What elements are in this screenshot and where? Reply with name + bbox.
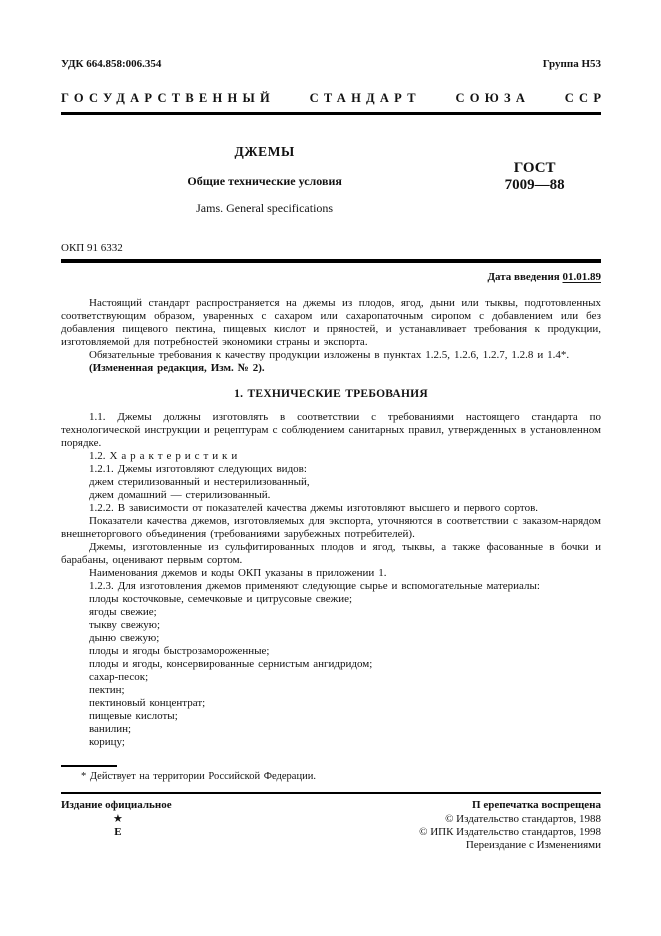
jam-type-line: джем стерилизованный и нестерилизованный, — [89, 476, 310, 488]
footer-divider — [61, 792, 601, 794]
document-subtitle: Общие технические условия — [187, 174, 342, 188]
footnote-divider — [61, 765, 117, 767]
section-divider — [61, 259, 601, 263]
material-item: плоды и ягоды быстрозамороженные; — [89, 645, 270, 657]
document-body — [61, 297, 601, 749]
clause-1-2-2: 1.2.2. В зависимости от показателей качества джемы изготовляют высшего и первого сортов. — [89, 502, 539, 514]
footnote-text: * Действует на территории Российской Федерации. — [81, 771, 316, 782]
intro-paragraph-scope: Настоящий стандарт распространяется на джемы из плодов, ягод, дыни или тыквы, подготовленных соответствующим образом, уваренных с сахаром или сахаропаточным сиропом с добавлением или без добавления пищевого пектина, пищевых кислот и пряностей, и устанавливает требования к продукции, изготовляемой для потребностей экономики страны и экспорта. — [61, 297, 601, 348]
material-item: плоды и ягоды, консервированные сернистым ангидридом; — [89, 658, 373, 670]
footnote-block — [61, 765, 601, 782]
e-mark: Е — [114, 826, 122, 838]
material-item: ванилин; — [89, 723, 132, 735]
gost-number: 7009—88 — [504, 177, 565, 193]
sulfited-paragraph: Джемы, изготовленные из сульфитированных плодов и ягод, тыквы, а также фасованные в бочки и барабаны, оценивают первым сортом. — [61, 541, 601, 566]
copyright-line: © ИПК Издательство стандартов, 1998 — [419, 826, 601, 838]
edition-mark — [113, 813, 123, 852]
group-code: Группа Н53 — [542, 58, 601, 70]
official-edition-label: Издание официальное — [61, 799, 172, 811]
jam-type-line: джем домашний — стерилизованный. — [89, 489, 271, 501]
material-item: пектин; — [89, 684, 125, 696]
section-1-heading: 1. ТЕХНИЧЕСКИЕ ТРЕБОВАНИЯ — [234, 388, 428, 400]
state-standard-word: СТАНДАРТ — [309, 91, 421, 105]
material-item: ягоды свежие; — [89, 606, 157, 618]
state-standard-word: ССР — [564, 91, 607, 105]
copyright-block — [419, 813, 601, 852]
material-item: плоды косточковые, семечковые и цитрусовые свежие; — [89, 593, 353, 605]
title-area — [61, 144, 601, 216]
state-standard-word: ГОСУДАРСТВЕННЫЙ — [61, 91, 275, 105]
clause-1-2-3: 1.2.3. Для изготовления джемов применяют следующие сырье и вспомогательные материалы: — [89, 580, 540, 592]
gost-number-box — [468, 160, 601, 216]
material-item: пищевые кислоты; — [89, 710, 178, 722]
export-paragraph: Показатели качества джемов, изготовляемых для экспорта, уточняются в соответствии с заказом-нарядом внешнеторгового объединения (требованиями зарубежных потребителей). — [61, 515, 601, 540]
gost-label: ГОСТ — [513, 160, 556, 176]
clause-1-2: 1.2. Х а р а к т е р и с т и к и — [89, 450, 238, 462]
okp-code: ОКП 91 6332 — [61, 242, 123, 254]
effective-date-label: Дата введения — [487, 271, 560, 283]
document-title: ДЖЕМЫ — [234, 144, 295, 159]
document-subtitle-english: Jams. General specifications — [196, 201, 334, 215]
footer-row — [61, 799, 601, 811]
effective-date-line — [61, 271, 601, 283]
clause-1-1: 1.1. Джемы должны изготовлять в соответствии с требованиями настоящего стандарта по технологической инструкции и рецептурам с соблюдением санитарных правил, утвержденных в установленном порядке. — [61, 411, 601, 449]
effective-date-value: 01.01.89 — [562, 271, 601, 283]
intro-paragraph-revision: (Измененная редакция, Изм. № 2). — [89, 362, 265, 374]
intro-paragraph-mandatory: Обязательные требования к качеству продукции изложены в пунктах 1.2.5, 1.2.6, 1.2.7, 1.2.8 и 1.4*. — [89, 349, 570, 361]
top-codes-row — [61, 58, 601, 70]
star-icon: ★ — [113, 813, 123, 825]
material-item: пектиновый концентрат; — [89, 697, 206, 709]
copyright-line: © Издательство стандартов, 1988 — [445, 813, 601, 825]
okp-names-paragraph: Наименования джемов и коды ОКП указаны в приложении 1. — [89, 567, 387, 579]
state-standard-word: СОЮЗА — [455, 91, 531, 105]
state-standard-heading — [61, 91, 607, 106]
material-item: сахар-песок; — [89, 671, 149, 683]
udk-code: УДК 664.858:006.354 — [61, 58, 162, 70]
copyright-line: Переиздание с Изменениями — [465, 839, 601, 851]
title-column — [61, 144, 468, 216]
material-item: дыню свежую; — [89, 632, 160, 644]
footer-bottom — [61, 813, 601, 852]
reprint-prohibited-label: П ерепечатка воспрещена — [472, 799, 601, 811]
clause-1-2-1: 1.2.1. Джемы изготовляют следующих видов: — [89, 463, 307, 475]
material-item: корицу; — [89, 736, 125, 748]
header-divider — [61, 112, 601, 115]
material-item: тыкву свежую; — [89, 619, 161, 631]
